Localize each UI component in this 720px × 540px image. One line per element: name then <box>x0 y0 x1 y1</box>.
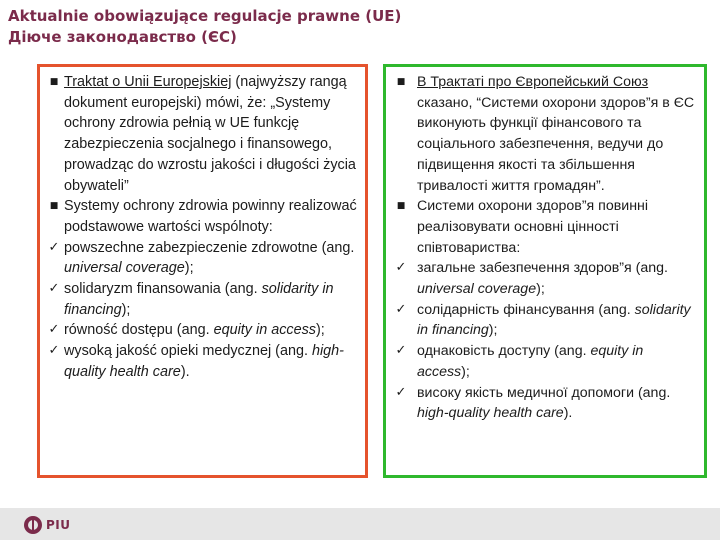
left-bullet-list <box>40 67 365 383</box>
item-text: equity in access <box>417 343 644 380</box>
list-item <box>386 383 698 424</box>
list-item <box>40 320 359 341</box>
item-text: солідарність фінансування (ang. <box>417 301 635 318</box>
item-text: ). <box>180 363 190 380</box>
item-text: solidarity in financing <box>417 301 691 339</box>
checkmark-icon: ✓ <box>48 322 60 338</box>
piu-logo-icon <box>23 515 43 535</box>
item-text: Traktat o Unii Europejskiej <box>64 74 232 90</box>
item-text: загальне забезпечення здоров”я (ang. <box>417 260 668 277</box>
item-text: Systemy ochrony zdrowia powinny realizować podstawowe wartości wspólnoty: <box>64 198 357 235</box>
item-text: ); <box>488 322 498 339</box>
item-text: powszechne zabezpieczenie zdrowotne (ang. <box>64 239 355 256</box>
square-bullet-icon: ■ <box>396 77 406 87</box>
item-text: solidarity in financing <box>64 281 334 318</box>
item-text: high-quality health care <box>64 343 344 380</box>
right-text-panel <box>383 64 707 478</box>
item-text: ). <box>563 405 573 422</box>
list-item <box>40 279 359 320</box>
slide-title <box>8 6 401 48</box>
slide-title-line-1: Aktualnie obowiązujące regulacje prawne (UE) <box>8 7 402 25</box>
list-item <box>40 196 359 237</box>
item-text: solidaryzm finansowania (ang. <box>64 281 262 298</box>
list-item <box>40 238 359 279</box>
square-bullet-icon: ■ <box>49 201 59 212</box>
footer-logo <box>23 514 71 536</box>
checkmark-icon: ✓ <box>48 343 60 359</box>
item-text: В Трактаті про Європейський Союз <box>417 74 649 90</box>
footer-bar <box>0 508 720 540</box>
item-text: equity in access <box>213 322 316 339</box>
item-text: ); <box>461 363 470 380</box>
square-bullet-icon: ■ <box>396 201 406 212</box>
item-text: ); <box>121 301 131 318</box>
slide-title-line-2: Діюче законодавство (ЄС) <box>8 28 237 46</box>
right-bullet-list <box>386 67 704 424</box>
list-item <box>386 300 698 341</box>
item-text: ); <box>184 260 194 277</box>
list-item <box>386 258 698 299</box>
item-text: ); <box>315 322 325 339</box>
checkmark-icon: ✓ <box>395 260 407 276</box>
left-text-panel <box>37 64 368 478</box>
item-text: wysoką jakość opieki medycznej (ang. <box>64 343 312 360</box>
item-text: високу якість медичної допомоги (ang. <box>417 384 671 401</box>
checkmark-icon: ✓ <box>48 281 60 297</box>
list-item <box>40 72 359 196</box>
checkmark-icon: ✓ <box>395 384 407 400</box>
item-text: universal coverage <box>64 260 185 277</box>
item-text: сказано, “Системи охорони здоров”я в ЄС виконують функції фінансового та соціального забезпечення, ведучи до підвищення якості та збільшення тривалості життя громадян”. <box>417 94 695 194</box>
item-text: однаковість доступу (ang. <box>417 343 591 360</box>
item-text: Системи охорони здоров”я повинні реалізовувати основні цінності співтовариства: <box>417 198 649 256</box>
checkmark-icon: ✓ <box>48 239 60 255</box>
list-item <box>386 72 698 196</box>
list-item <box>40 341 359 382</box>
checkmark-icon: ✓ <box>395 343 407 359</box>
checkmark-icon: ✓ <box>395 301 407 317</box>
item-text: równość dostępu (ang. <box>64 322 214 339</box>
logo-text: PIU <box>46 518 71 532</box>
item-text: (najwyższy rangą dokument europejski) mówi, że: „Systemy ochrony zdrowia pełnią w UE funkcję zabezpieczenia socjalnego i finansowego, prowadząc do wzrostu jakości i długości życia obywateli” <box>64 74 356 194</box>
list-item <box>386 196 698 258</box>
list-item <box>386 341 698 382</box>
item-text: ); <box>536 281 545 298</box>
square-bullet-icon: ■ <box>49 77 59 87</box>
item-text: high-quality health care <box>417 405 564 422</box>
item-text: universal coverage <box>417 281 537 298</box>
